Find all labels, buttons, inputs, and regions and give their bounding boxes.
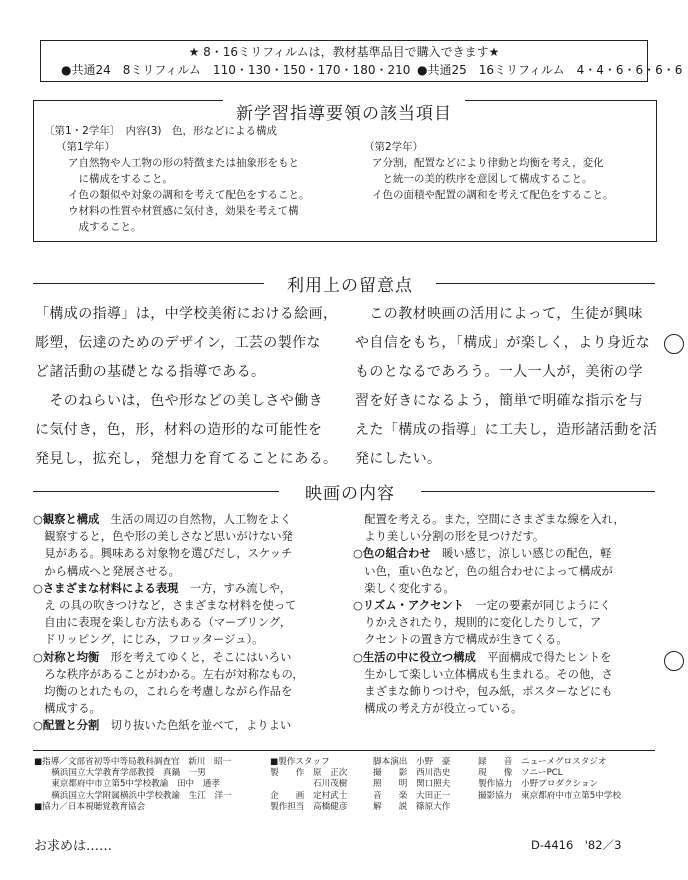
- film-line: [33, 563, 304, 580]
- punch-hole: [664, 334, 684, 354]
- film-line: [33, 717, 304, 734]
- notes-line: や自信をもち，「構成」が楽しく，より身近な: [355, 335, 651, 351]
- film-line: [33, 666, 304, 683]
- film-line: [353, 597, 625, 614]
- notes-left-column: [35, 300, 337, 474]
- grade1-item: イ色の類似や対象の調和を考えて配色をすること。: [68, 189, 310, 201]
- grade1-items: [68, 155, 310, 235]
- film-item-text: まざまな飾りつけや，包み紙，ポスターなどにも: [353, 685, 613, 699]
- film-item-text: 一定の要素が同じようにく: [463, 599, 611, 613]
- film-line: [353, 545, 625, 562]
- film-line: [353, 683, 625, 700]
- film-item-text: 構成の考え方が役立っている。: [353, 702, 523, 716]
- film-line: [33, 597, 304, 614]
- film-item-head: ○配置と分割: [33, 719, 100, 733]
- notes-line: 発見し，拡充し，発想力を育てることにある。: [35, 451, 338, 467]
- guidance-credits: [34, 757, 232, 813]
- film-line: [33, 700, 304, 717]
- film-item-text: 見がある。興味ある対象物を選びだし，スケッチ: [33, 547, 293, 561]
- film-item-head: ○さまざまな材料による表現: [33, 581, 179, 595]
- film-item-text: 観察すると，色や形の美しさなど思いがけない発: [33, 530, 293, 544]
- film-item-text: りかえされたり，規則的に変化したりして，ア: [353, 616, 602, 630]
- catalog-code: D-4416 '82／3: [531, 838, 622, 852]
- film-item-text: 形を考えてゆくと，そこにはいろい: [99, 650, 292, 664]
- credit-line: 石川茂樹: [270, 779, 348, 790]
- curriculum-box: [33, 100, 657, 242]
- credit-line: 脚本演出 小野 豪: [373, 757, 451, 767]
- film-item-text: ドリッピング，にじみ，フロッタージュ）。: [33, 633, 264, 647]
- notes-line: に気付き，色，形，材料の造形的な可能性を: [35, 422, 323, 438]
- film-item-head: ○観察と構成: [33, 513, 100, 526]
- punch-hole: [664, 651, 684, 671]
- credit-line: 撮影協力 東京都府中市立第5中学校: [478, 790, 621, 801]
- film-item-text: 切り抜いた色紙を並べて，よりよい: [99, 719, 292, 733]
- film-line: [353, 631, 625, 648]
- curriculum-subtitle: 〔第1・2学年〕 内容(3) 色，形などによる構成: [44, 125, 277, 137]
- film-line: [353, 511, 625, 528]
- credit-line: 撮 影 西川浩史: [373, 768, 451, 779]
- curriculum-title: 新学習指導要領の該当項目: [223, 99, 465, 124]
- grade2-label: （第2学年）: [364, 141, 424, 153]
- staff-credits-col1: [270, 757, 347, 813]
- film-item-text: から構成へと発展させる。: [33, 564, 180, 578]
- credit-line: 音 楽 大田正一: [373, 790, 451, 801]
- film-item-text: より美しい分割の形を見つけだす。: [353, 530, 545, 544]
- credits-rule: [33, 750, 655, 751]
- film-8mm-info: ●共通24 8ミリフィルム 110・130・150・170・180・210: [61, 63, 411, 77]
- film-item-text: 暖い感じ，涼しい感じの配色，軽: [430, 547, 612, 561]
- film-item-text: 生活の周辺の自然物，人工物をよく: [99, 513, 292, 526]
- credit-line: 製 作 原 正次: [270, 768, 348, 779]
- grade1-item: ウ材料の性質や材質感に気付き，効果を考えて構: [68, 205, 299, 217]
- credit-line: 現 像 ソニーPCL: [478, 768, 563, 779]
- film-right-column: [353, 511, 625, 717]
- film-item-head: ○色の組合わせ: [353, 547, 431, 561]
- film-item-head: ○生活の中に役立つ構成: [353, 650, 476, 664]
- notes-line: 習を好きになるよう，簡単で明確な指示を与: [355, 393, 643, 409]
- inquiry-label: お求めは……: [34, 839, 113, 854]
- film-left-column: [33, 511, 304, 735]
- film-item-text: 自由に表現を楽しむ方法もある（マーブリング，: [33, 616, 292, 630]
- notes-line: えた「構成の指導」に工夫し，造形諸活動を活: [355, 422, 658, 438]
- film-line: [33, 683, 304, 700]
- grade1-item: 成すること。: [68, 221, 142, 233]
- film-line: [353, 580, 625, 597]
- notes-right-column: [355, 300, 657, 474]
- film-line: [353, 649, 625, 666]
- film-item-text: 配置を考える。また，空間にさまざまな線を入れ，: [353, 513, 625, 526]
- notes-line: 彫塑，伝達のためのデザイン，工芸の製作な: [35, 335, 321, 351]
- credit-line: 横浜国立大学教育学部教授 真鍋 一男: [34, 768, 206, 779]
- film-line: [353, 666, 625, 683]
- film-item-text: 一方，すみ流しや，: [178, 581, 292, 595]
- film-line: [353, 528, 625, 545]
- purchase-info-box: [40, 40, 683, 82]
- notes-line: この教材映画の活用によって，生徒が興味: [355, 306, 643, 322]
- notes-line: 「構成の指導」は，中学校美術における絵画，: [35, 306, 338, 322]
- credit-line: 製作協力 小野プロダクション: [478, 779, 599, 790]
- notes-line: 発にしたい。: [355, 451, 442, 467]
- credit-line: 照 明 関口照夫: [373, 779, 451, 790]
- film-item-text: ろな秩序があることがわかる。左右が対称なもの，: [33, 667, 304, 681]
- grade2-item: イ色の面積や配置の調和を考えて配色をすること。: [372, 189, 614, 201]
- film-item-text: 構成する。: [33, 702, 101, 716]
- staff-label: ■製作スタッフ: [270, 757, 330, 767]
- film-16mm-info: ●共通25 16ミリフィルム 4・4・6・6・6・6: [417, 63, 683, 77]
- film-line: [33, 545, 304, 562]
- film-item-text: 生かして楽しい立体構成も生まれる。その他，さ: [353, 667, 613, 681]
- film-item-head: ○リズム・アクセント: [353, 599, 464, 613]
- grade1-item: ア自然物や人工物の形の特徴または抽象形をもと: [68, 157, 299, 169]
- credit-line: 横浜国立大学附属横浜中学校教諭 生江 洋一: [34, 790, 232, 801]
- credit-line: 解 説 篠原大作: [373, 801, 451, 812]
- credit-line: 東京都府中市立第5中学校教諭 田中 通孝: [34, 779, 220, 790]
- notes-line: そのねらいは，色や形などの美しさや働き: [35, 393, 323, 409]
- film-item-text: 均衡のとれたもの，これらを考慮しながら作品を: [33, 685, 293, 699]
- film-item-text: 平面構成で得たヒントを: [475, 650, 612, 664]
- notes-title: 利用上の留意点: [264, 271, 436, 296]
- film-line: [33, 649, 304, 666]
- notes-line: ものとなるであろう。一人一人が，美術の学: [355, 364, 643, 380]
- film-line: [353, 563, 625, 580]
- film-line: [33, 631, 304, 648]
- credit-line: ■指導／文部省初等中等局教科調査官 新川 昭一: [34, 757, 232, 767]
- purchase-info-title: ★ 8・16ミリフィルムは，教材基準品目で購入できます★: [188, 45, 500, 59]
- staff-credits-col3: [478, 757, 621, 802]
- credit-line: 製作担当 高橋健彦: [270, 801, 348, 812]
- grade1-item: に構成をすること。: [68, 173, 173, 185]
- credit-line: 録 音 ニューメグロスタジオ: [478, 757, 607, 767]
- staff-credits-col2: [373, 757, 450, 813]
- film-item-text: い色，重い色など，色の組合わせによって構成が: [353, 564, 613, 578]
- film-title: 映画の内容: [279, 479, 421, 504]
- credit-line: ■協力／日本視聴覚教育協会: [34, 801, 146, 812]
- grade2-item: と統一の美的秩序を意図して構成すること。: [372, 173, 593, 185]
- grade2-items: [372, 155, 614, 203]
- film-line: [33, 528, 304, 545]
- film-line: [33, 511, 304, 528]
- credit-line: 企 画 定村武士: [270, 790, 348, 801]
- film-item-text: 楽しく変化する。: [353, 581, 455, 595]
- film-line: [33, 614, 304, 631]
- grade1-label: （第1学年）: [56, 141, 116, 153]
- notes-line: ど諸活動の基礎となる指導である。: [35, 364, 266, 380]
- film-item-text: え の具の吹きつけなど，さまざまな材料を使って: [33, 599, 297, 613]
- film-line: [353, 700, 625, 717]
- film-item-head: ○対称と均衡: [33, 650, 100, 664]
- film-line: [353, 614, 625, 631]
- film-line: [33, 580, 304, 597]
- grade2-item: ア分割，配置などにより律動と均衡を考え，変化: [372, 157, 604, 169]
- film-item-text: クセントの置き方で構成が生きてくる。: [353, 633, 568, 647]
